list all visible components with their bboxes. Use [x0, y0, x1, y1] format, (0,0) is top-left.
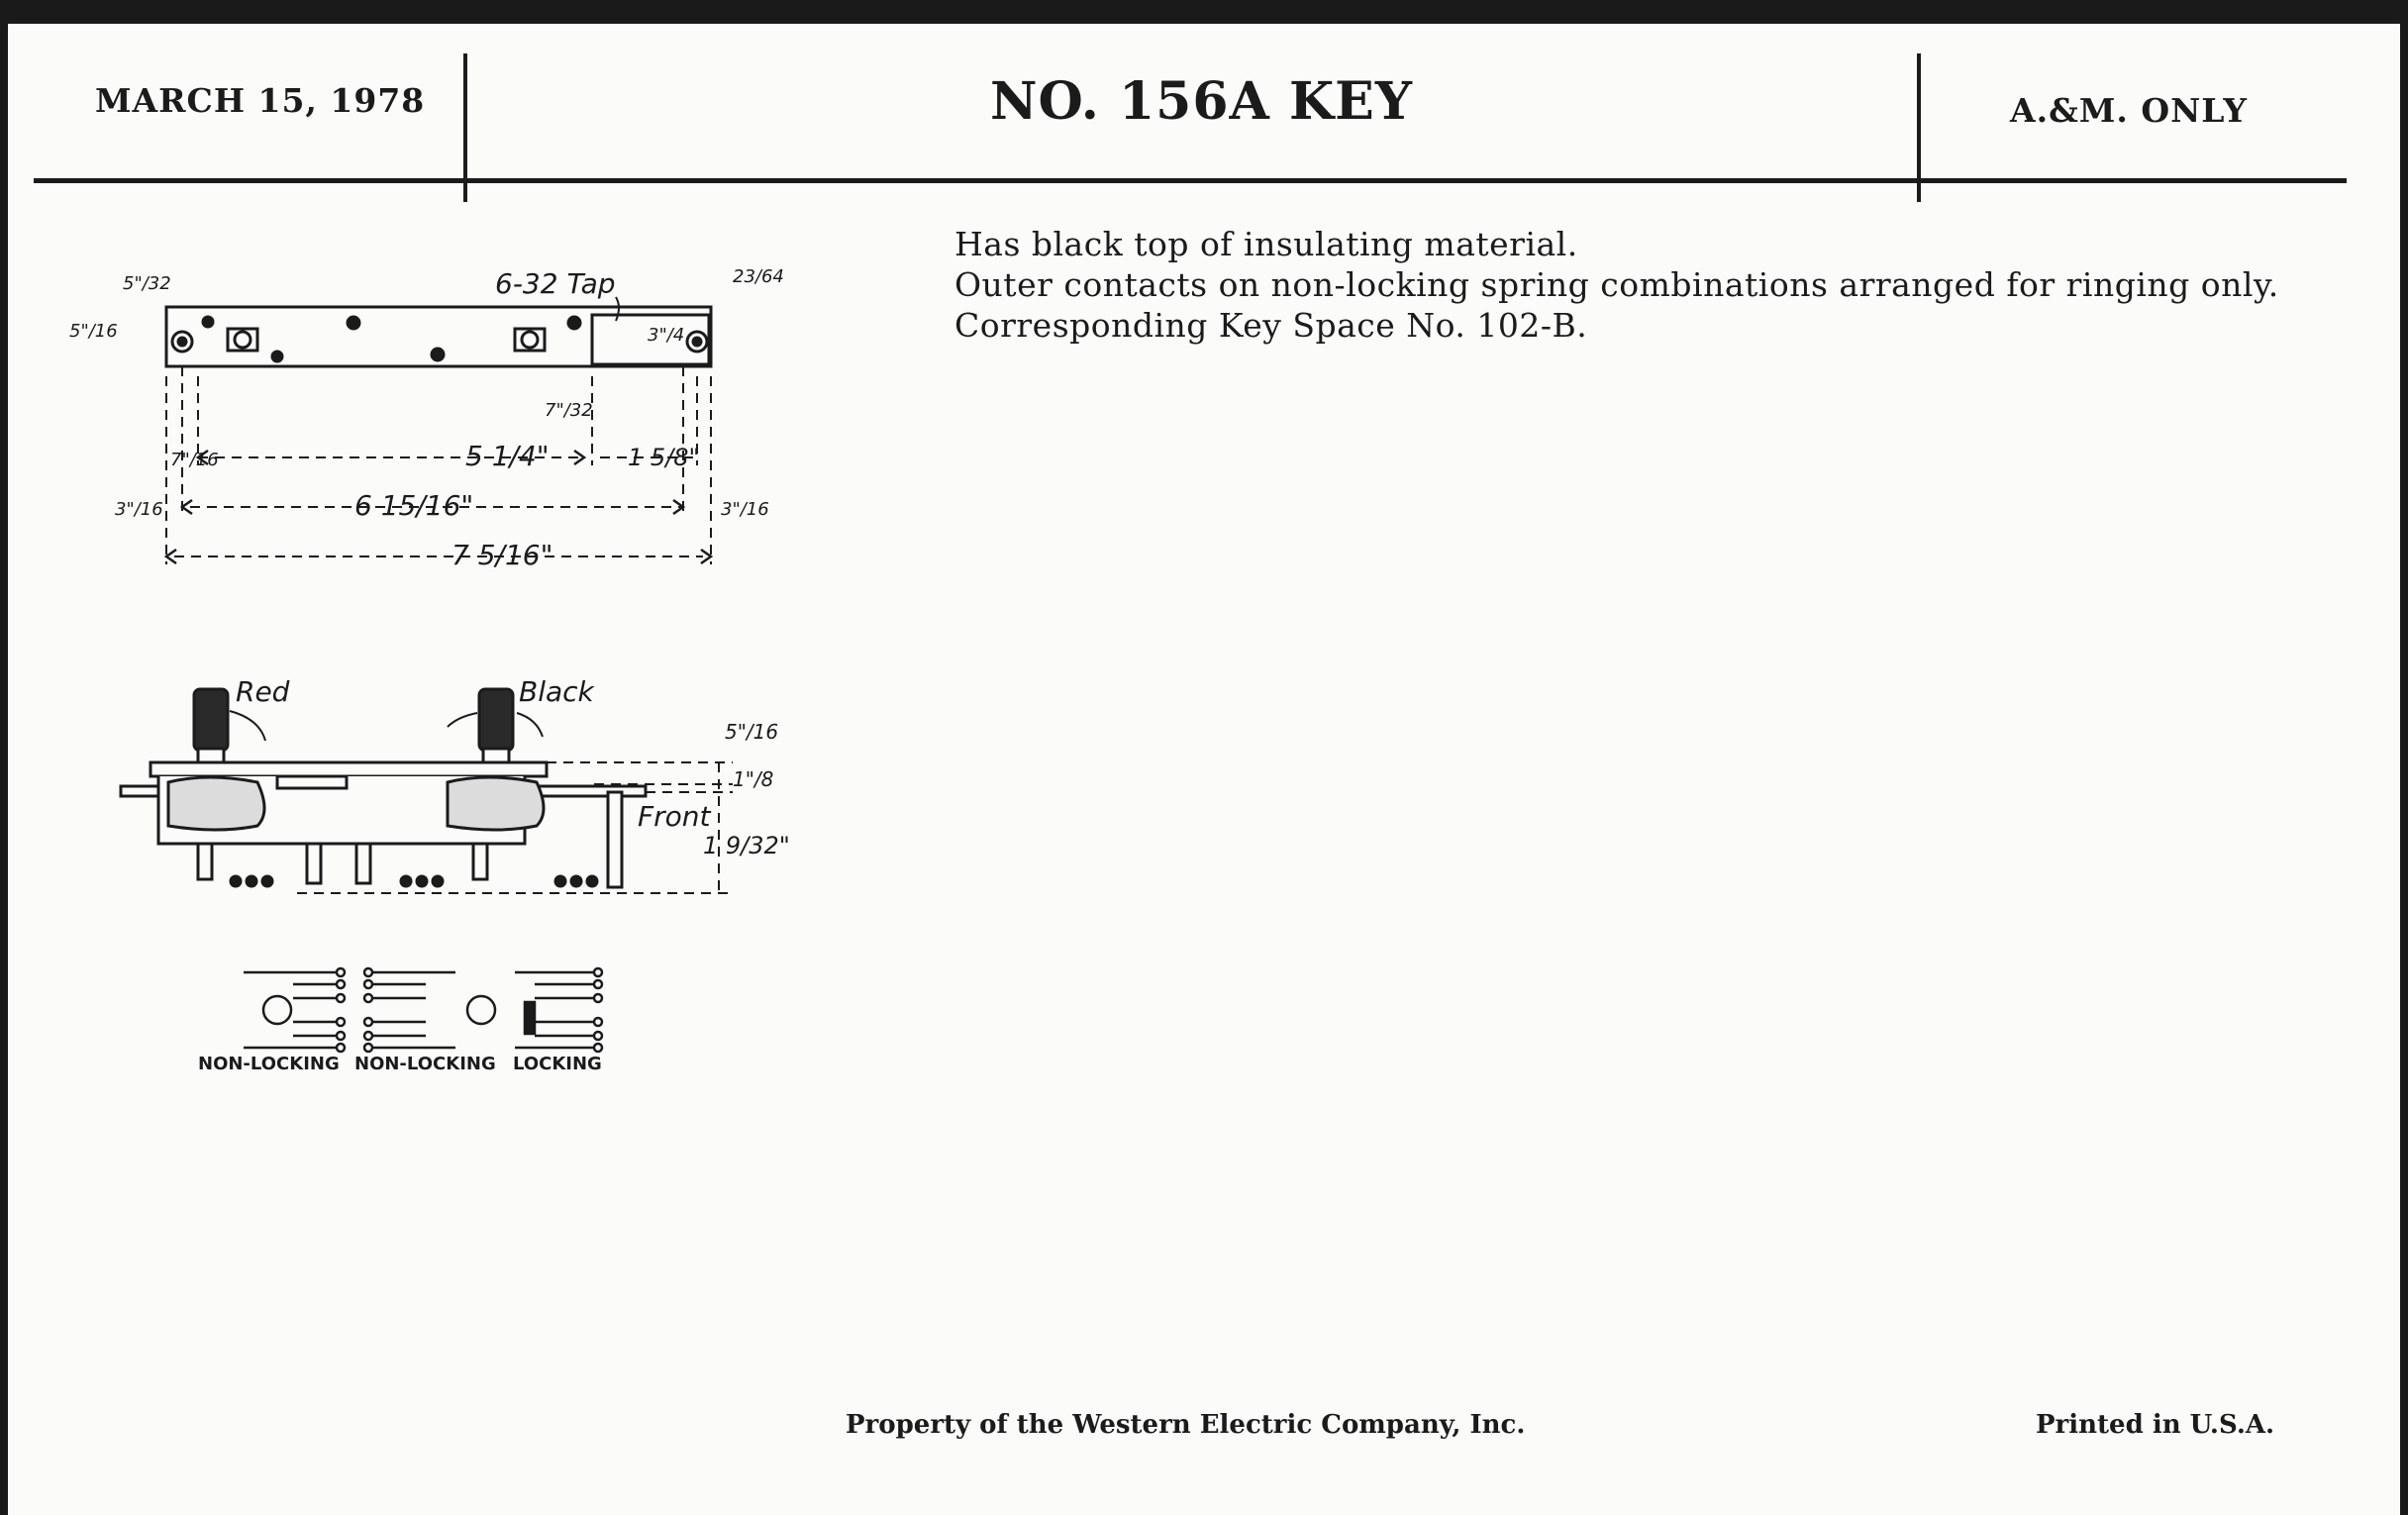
knob-black-label: Black — [519, 675, 594, 708]
dimension-label: 7 5/16" — [452, 539, 553, 571]
usage-scope: A.&M. ONLY — [2010, 91, 2248, 130]
spring-set-right — [515, 968, 602, 1052]
dimension-label: 5"/16 — [725, 720, 779, 744]
side-view-drawing — [121, 689, 733, 893]
dimension-label: 5"/16 — [69, 321, 118, 342]
knob-red-label: Red — [236, 675, 290, 708]
description-line: Corresponding Key Space No. 102-B. — [954, 306, 1588, 345]
description-line: Outer contacts on non-locking spring combinations arranged for ringing only. — [954, 265, 2279, 304]
dimension-label: 1"/8 — [733, 767, 774, 791]
top-view-dimensions — [69, 266, 784, 571]
dimension-label: 1 5/8" — [628, 444, 700, 471]
dimension-label: 23/64 — [733, 266, 784, 287]
spring-set-left — [244, 968, 345, 1052]
footer-owner: Property of the Western Electric Company, Inc. — [846, 1410, 1526, 1440]
dimension-label: 7"/16 — [170, 450, 219, 470]
spring-set-middle — [364, 968, 455, 1052]
spring-label-non-locking: NON-LOCKING — [198, 1054, 340, 1074]
spring-label-non-locking: NON-LOCKING — [354, 1054, 496, 1074]
top-view-drawing — [166, 297, 711, 564]
front-label: Front — [638, 800, 711, 833]
dimension-label: 5 1/4" — [465, 440, 550, 472]
dimension-label: 5"/32 — [123, 273, 171, 294]
dimension-label: 3"/16 — [721, 499, 769, 520]
dimension-label: 3"/4 — [648, 325, 685, 346]
issue-date: MARCH 15, 1978 — [95, 81, 426, 120]
tap-label: 6-32 Tap — [495, 267, 616, 300]
dimension-label: 7"/32 — [545, 400, 593, 421]
footer-printed: Printed in U.S.A. — [2036, 1410, 2275, 1440]
dimension-label: 1 9/32" — [703, 832, 790, 859]
spring-diagram — [244, 968, 602, 1052]
spring-label-locking: LOCKING — [513, 1054, 602, 1074]
dimension-label: 3"/16 — [115, 499, 163, 520]
page-title: NO. 156A KEY — [990, 71, 1413, 132]
dimension-label: 6 15/16" — [354, 489, 474, 522]
description-line: Has black top of insulating material. — [954, 225, 1578, 263]
